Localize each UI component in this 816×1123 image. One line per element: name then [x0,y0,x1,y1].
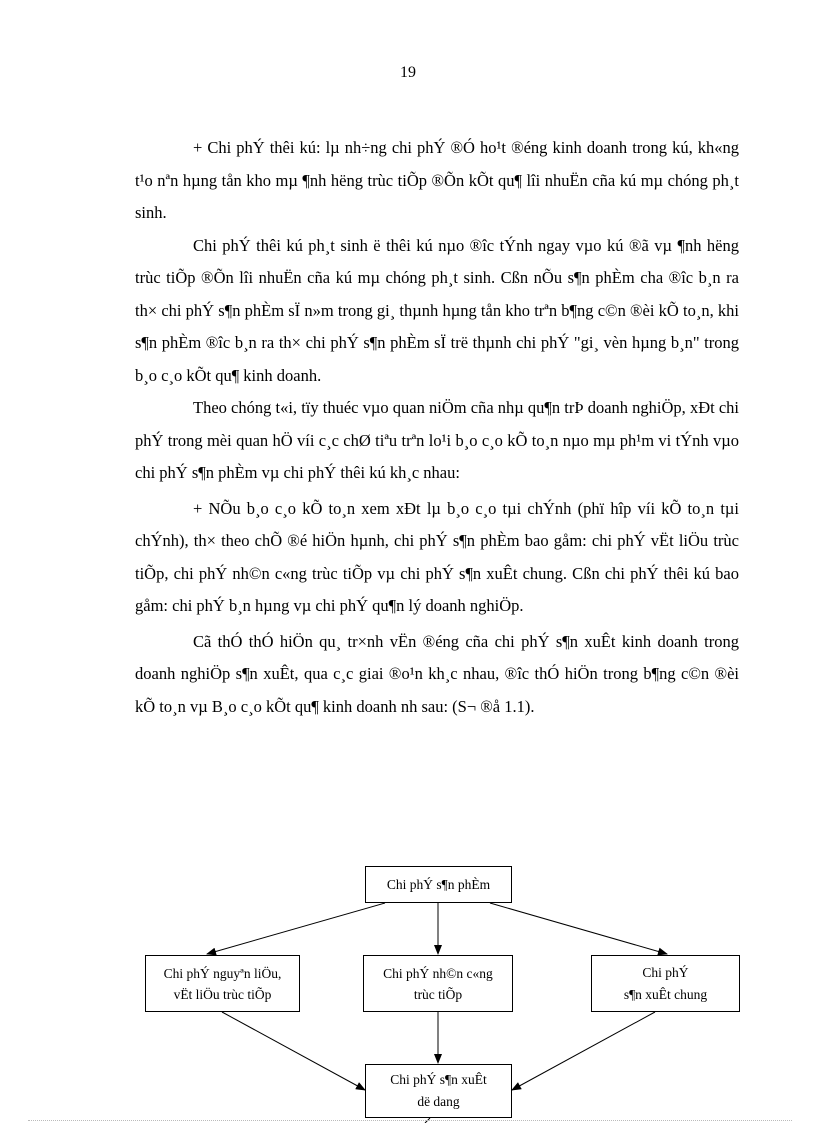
paragraph-period-costs-detail: Chi phÝ thêi kú ph¸t sinh ë thêi kú nµo ®îc tÝnh ngay vµo kú ®ã vµ ¶nh hëng trùc tiÕp ®Õn lîi nhuËn cña kú mµ chóng ph¸t sinh. Cßn nÕu s¶n phÈm cha ®îc b¸n ra th× chi phÝ s¶n phÈm sÏ n»m trong gi¸ thµnh hµng tån kho trªn b¶ng c©n ®èi kÕ to¸n, khi s¶n phÈm ®îc b¸n ra th× chi phÝ s¶n phÈm sÏ trë thµnh chi phÝ "gi¸ vèn hµng b¸n" trong b¸o c¸o kÕt qu¶ kinh doanh. [135,235,739,385]
node-direct-materials: Chi phÝ nguyªn liÖu, vËt liÖu trùc tiÕp [145,955,300,1012]
arrow-left-to-bottom [222,1012,365,1090]
arrow-right-to-bottom [512,1012,655,1090]
paragraph-diagram-intro: Cã thÓ thÓ hiÖn qu¸ tr×nh vËn ®éng cña chi phÝ s¶n xuÊt kinh doanh trong doanh nghiÖp s¶n xuÊt, qua c¸c giai ®o¹n kh¸c nhau, ®îc thÓ hiÖn trong b¶ng c©n ®èi kÕ to¸n vµ B¸o c¸o kÕt qu¶ kinh doanh nh sau: (S¬ ®å 1.1). [135,631,739,716]
node-product-costs: Chi phÝ s¶n phÈm [365,866,512,903]
node-direct-labor: Chi phÝ nh©n c«ng trùc tiÕp [363,955,513,1012]
page-bottom-rule [28,1120,792,1121]
node-work-in-process: Chi phÝ s¶n xuÊt dë dang [365,1064,512,1118]
page-number: 19 [400,64,416,81]
paragraph-management-view: Theo chóng t«i, tïy thuéc vµo quan niÖm cña nhµ qu¶n trÞ doanh nghiÖp, xÐt chi phÝ trong mèi quan hÖ víi c¸c chØ tiªu trªn lo¹i b¸o c¸o kÕ to¸n nµo mµ ph¹m vi tÝnh vµo chi phÝ s¶n phÈm vµ chi phÝ thêi kú kh¸c nhau: [135,398,739,482]
node-manufacturing-overhead: Chi phÝ s¶n xuÊt chung [591,955,740,1012]
paragraph-financial-report: + NÕu b¸o c¸o kÕ to¸n xem xÐt lµ b¸o c¸o tµi chÝnh (phï hîp víi kÕ to¸n tµi chÝnh), th× theo chÕ ®é hiÖn hµnh, chi phÝ s¶n phÈm bao gåm: chi phÝ vËt liÖu trùc tiÕp, chi phÝ nh©n c«ng trùc tiÕp vµ chi phÝ s¶n xuÊt chung. Cßn chi phÝ thêi kú bao gåm: chi phÝ b¸n hµng vµ chi phÝ qu¶n lý doanh nghiÖp. [135,498,739,615]
arrow-top-to-left [207,903,385,954]
paragraph-period-costs: + Chi phÝ thêi kú: lµ nh÷ng chi phÝ ®Ó ho¹t ®éng kinh doanh trong kú, kh«ng t¹o nªn hµng tån kho mµ ¶nh hëng trùc tiÕp ®Õn kÕt qu¶ lîi nhuËn cña kú mµ chóng ph¸t sinh. [135,138,739,222]
arrow-top-to-right [490,903,667,954]
